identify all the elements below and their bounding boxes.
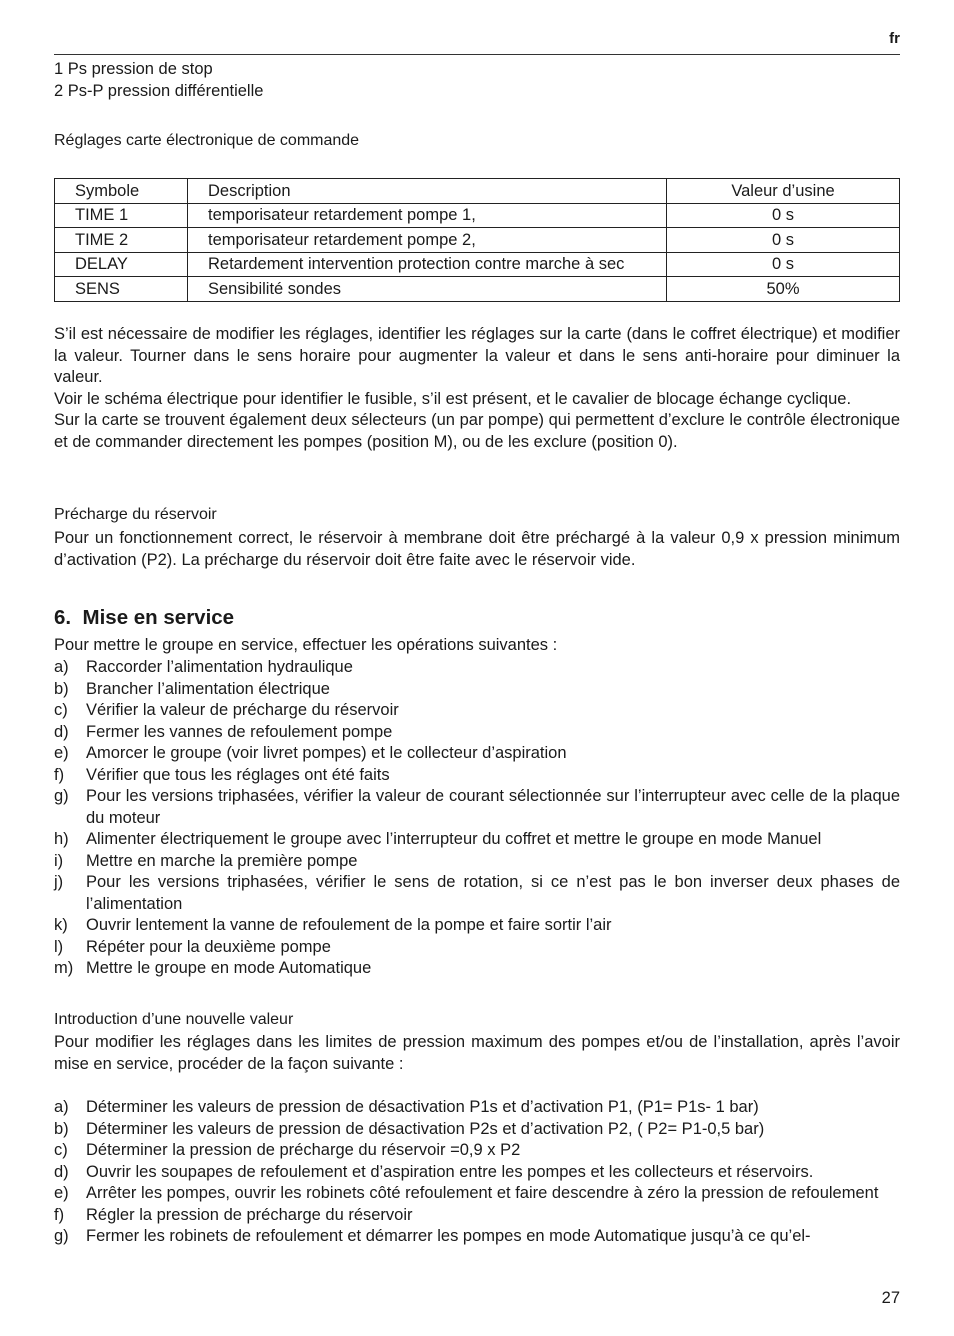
list-item xyxy=(54,765,900,787)
list-item xyxy=(54,1183,900,1205)
step-label: a) xyxy=(54,1098,69,1116)
new-value-intro: Pour modifier les réglages dans les limites de pression maximum des pompes et/ou de l’installation, après l’avoir mise en service, procéder de la façon suivante : xyxy=(54,1033,900,1073)
list-item xyxy=(54,1097,900,1119)
step-text: Pour les versions triphasées, vérifier la valeur de courant sélectionnée sur l’interrupteur avec celle de la plaque du moteur xyxy=(86,787,900,827)
symbol-cell: TIME 1 xyxy=(55,203,188,228)
table-row xyxy=(55,203,900,228)
description-cell: temporisateur retardement pompe 1, xyxy=(188,203,667,228)
step-text: Ouvrir lentement la vanne de refoulement de la pompe et faire sortir l’air xyxy=(86,916,612,934)
step-label: c) xyxy=(54,701,68,719)
step-text: Régler la pression de précharge du réservoir xyxy=(86,1205,413,1224)
step-text: Amorcer le groupe (voir livret pompes) et le collecteur d’aspiration xyxy=(86,744,567,762)
list-item xyxy=(54,657,900,679)
instruction-paragraph: S’il est nécessaire de modifier les réglages, identifier les réglages sur la carte (dans le coffret électrique) et modifier la valeur. Tourner dans le sens horaire pour augmenter la valeur et dans le sens anti-horaire pour diminuer la valeur. xyxy=(54,325,900,386)
legend-item: 1 Ps pression de stop xyxy=(54,60,213,78)
step-label: d) xyxy=(54,1162,69,1181)
legend xyxy=(54,59,900,102)
list-item xyxy=(54,915,900,937)
description-cell: temporisateur retardement pompe 2, xyxy=(188,228,667,253)
new-value-heading: Introduction d’une nouvelle valeur xyxy=(54,1011,294,1028)
step-text: Mettre le groupe en mode Automatique xyxy=(86,959,372,977)
step-label: l) xyxy=(54,937,64,956)
value-cell: 0 s xyxy=(667,228,900,253)
page-number: 27 xyxy=(881,1289,900,1307)
step-label: c) xyxy=(54,1141,68,1159)
list-item xyxy=(54,937,900,959)
instruction-paragraph: Sur la carte se trouvent également deux sélecteurs (un par pompe) qui permettent d’exclure le contrôle électronique et de commander directement les pompes (position M), ou de les exclure (position 0). xyxy=(54,411,900,451)
step-text: Vérifier que tous les réglages ont été faits xyxy=(86,765,390,784)
instructions xyxy=(54,324,900,453)
column-header: Symbole xyxy=(55,179,188,204)
table-header-row xyxy=(55,179,900,204)
list-item xyxy=(54,958,900,980)
step-label: d) xyxy=(54,722,69,741)
table-row xyxy=(55,252,900,277)
section-intro: Pour mettre le groupe en service, effectuer les opérations suivantes : xyxy=(54,636,558,654)
symbol-cell: DELAY xyxy=(55,252,188,277)
section-heading: Mise en service xyxy=(82,606,235,629)
language-label: fr xyxy=(889,30,900,47)
section-number: 6. xyxy=(54,606,72,629)
step-text: Déterminer les valeurs de pression de désactivation P1s et d’activation P1, (P1= P1s- 1 bar) xyxy=(86,1098,759,1116)
list-item xyxy=(54,743,900,765)
legend-item: 2 Ps-P pression différentielle xyxy=(54,81,264,100)
step-text: Fermer les robinets de refoulement et démarrer les pompes en mode Automatique jusqu’à ce qu’el- xyxy=(86,1227,811,1245)
symbol-cell: SENS xyxy=(55,277,188,302)
table-row xyxy=(55,277,900,302)
step-text: Raccorder l’alimentation hydraulique xyxy=(86,658,353,676)
step-text: Déterminer les valeurs de pression de désactivation P2s et d’activation P2, ( P2= P1-0,5 bar) xyxy=(86,1119,765,1138)
commissioning-steps xyxy=(54,657,900,980)
description-cell: Sensibilité sondes xyxy=(188,277,667,302)
list-item xyxy=(54,872,900,915)
step-text: Alimenter électriquement le groupe avec l’interrupteur du coffret et mettre le groupe en mode Manuel xyxy=(86,830,822,848)
value-cell: 0 s xyxy=(667,203,900,228)
step-label: g) xyxy=(54,787,69,805)
list-item xyxy=(54,786,900,829)
settings-heading: Réglages carte électronique de commande xyxy=(54,132,360,149)
step-label: e) xyxy=(54,744,69,762)
step-text: Vérifier la valeur de précharge du réservoir xyxy=(86,701,399,719)
precharge-text: Pour un fonctionnement correct, le réservoir à membrane doit être préchargé à la valeur 0,9 x pression minimum d’activation (P2). La précharge du réservoir doit être faite avec le réservoir vide. xyxy=(54,529,900,569)
table-row xyxy=(55,228,900,253)
step-text: Arrêter les pompes, ouvrir les robinets côté refoulement et faire descendre à zéro la pression de refoulement xyxy=(86,1184,879,1202)
list-item xyxy=(54,1140,900,1162)
list-item xyxy=(54,679,900,701)
step-label: m) xyxy=(54,959,74,977)
list-item xyxy=(54,722,900,744)
symbol-cell: TIME 2 xyxy=(55,228,188,253)
column-header: Description xyxy=(188,179,667,204)
new-value-steps xyxy=(54,1097,900,1248)
step-text: Mettre en marche la première pompe xyxy=(86,851,358,870)
step-label: e) xyxy=(54,1184,69,1202)
list-item xyxy=(54,1119,900,1141)
step-label: k) xyxy=(54,916,68,934)
step-label: g) xyxy=(54,1227,69,1245)
list-item xyxy=(54,1226,900,1248)
step-label: f) xyxy=(54,1205,65,1224)
description-cell: Retardement intervention protection contre marche à sec xyxy=(188,252,667,277)
list-item xyxy=(54,829,900,851)
precharge-heading: Précharge du réservoir xyxy=(54,506,217,523)
step-label: j) xyxy=(54,873,64,891)
settings-table xyxy=(54,178,900,302)
value-cell: 0 s xyxy=(667,252,900,277)
step-text: Répéter pour la deuxième pompe xyxy=(86,937,331,956)
list-item xyxy=(54,1162,900,1184)
step-label: b) xyxy=(54,1119,69,1138)
column-header: Valeur d’usine xyxy=(667,179,900,204)
section-title xyxy=(54,606,234,630)
step-label: i) xyxy=(54,851,64,870)
step-text: Ouvrir les soupapes de refoulement et d’aspiration entre les pompes et les collecteurs et réservoirs. xyxy=(86,1162,814,1181)
step-label: b) xyxy=(54,679,69,698)
list-item xyxy=(54,700,900,722)
instruction-paragraph: Voir le schéma électrique pour identifier le fusible, s’il est présent, et le cavalier de blocage échange cyclique. xyxy=(54,389,852,408)
value-cell: 50% xyxy=(667,277,900,302)
step-text: Pour les versions triphasées, vérifier le sens de rotation, si ce n’est pas le bon inverser deux phases de l’alimentation xyxy=(86,873,900,913)
step-text: Fermer les vannes de refoulement pompe xyxy=(86,722,393,741)
step-label: a) xyxy=(54,658,69,676)
step-text: Déterminer la pression de précharge du réservoir =0,9 x P2 xyxy=(86,1141,521,1159)
step-text: Brancher l’alimentation électrique xyxy=(86,679,330,698)
step-label: h) xyxy=(54,830,69,848)
list-item xyxy=(54,1205,900,1227)
header-rule xyxy=(54,54,900,55)
list-item xyxy=(54,851,900,873)
step-label: f) xyxy=(54,765,65,784)
